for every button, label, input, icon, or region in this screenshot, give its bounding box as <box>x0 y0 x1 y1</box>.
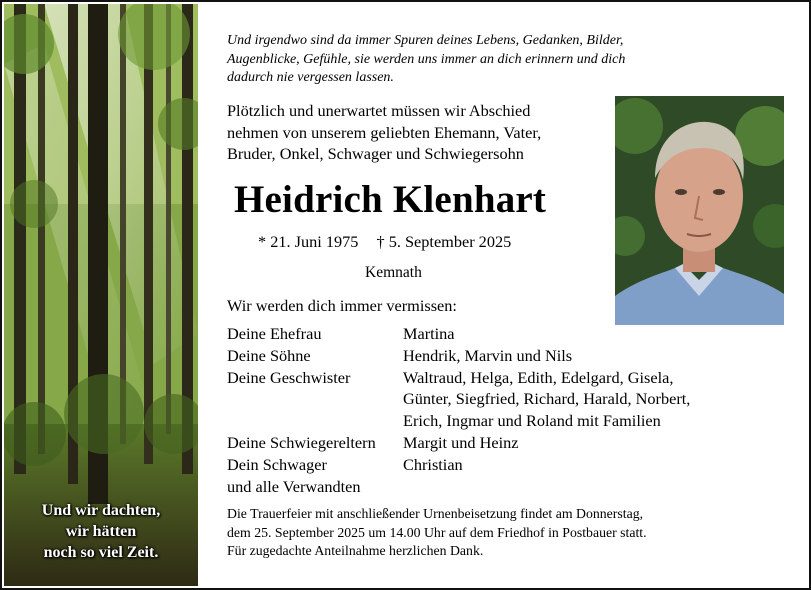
mourner-names <box>403 432 743 454</box>
intro-line: dadurch nie vergessen lassen. <box>227 70 394 85</box>
mourner-names-line: Waltraud, Helga, Edith, Edelgard, Gisela, <box>403 367 674 387</box>
funeral-info <box>227 505 787 561</box>
forest-illustration <box>4 4 198 586</box>
hometown: Kemnath <box>365 264 422 281</box>
portrait-photo <box>615 96 784 325</box>
death-date: † 5. September 2025 <box>376 232 512 251</box>
mourner-row <box>227 345 743 367</box>
mourner-names-line: Erich, Ingmar und Roland mit Familien <box>403 411 661 431</box>
mourner-row <box>227 323 743 345</box>
farewell-line: Wir werden dich immer vermissen: <box>227 296 457 315</box>
mourner-names-line: Martina <box>403 324 455 343</box>
life-dates <box>258 232 525 252</box>
mourner-relation: Deine Schwiegereltern <box>227 432 376 452</box>
portrait-illustration <box>615 96 784 325</box>
mourner-names <box>403 367 743 432</box>
mourner-row <box>227 476 743 498</box>
mourner-relation: Deine Geschwister <box>227 367 351 387</box>
intro-line: Und irgendwo sind da immer Spuren deines Lebens, Gedanken, Bilder, <box>227 33 624 48</box>
side-quote <box>4 500 198 563</box>
mourner-relation: Deine Ehefrau <box>227 324 322 343</box>
announcement-line: Bruder, Onkel, Schwager und Schwiegersohn <box>227 144 524 163</box>
mourner-row <box>227 454 743 476</box>
mourner-row <box>227 432 743 454</box>
forest-image <box>4 4 198 586</box>
mourner-names-line: Margit und Heinz <box>403 432 519 452</box>
intro-line: Augenblicke, Gefühle, sie werden uns immer an dich erinnern und dich <box>227 51 626 67</box>
funeral-line: dem 25. September 2025 um 14.00 Uhr auf dem Friedhof in Postbauer statt. <box>227 524 647 540</box>
mourner-names <box>403 454 743 476</box>
funeral-line: Für zugedachte Anteilnahme herzlichen Dank. <box>227 543 484 558</box>
side-quote-line: wir hätten <box>65 523 137 540</box>
intro-verse <box>227 32 787 88</box>
side-quote-line: noch so viel Zeit. <box>43 544 159 561</box>
deceased-name: Heidrich Klenhart <box>234 178 547 221</box>
mourner-relation: Deine Söhne <box>227 345 311 365</box>
mourner-names <box>403 323 743 345</box>
mourner-names <box>403 476 743 498</box>
birth-date: * 21. Juni 1975 <box>258 232 359 251</box>
mourner-names <box>403 345 743 367</box>
funeral-line: Die Trauerfeier mit anschließender Urnenbeisetzung findet am Donnerstag, <box>227 506 644 521</box>
mourner-relation: Dein Schwager <box>227 454 327 474</box>
announcement-text <box>227 100 607 165</box>
mourner-names-line: Christian <box>403 454 463 474</box>
announcement-line: nehmen von unserem geliebten Ehemann, Vater, <box>227 122 542 142</box>
mourners-list <box>227 323 743 497</box>
mourner-names-line: Hendrik, Marvin und Nils <box>403 345 573 365</box>
mourner-names-line: Günter, Siegfried, Richard, Harald, Norbert, <box>403 389 691 409</box>
announcement-line: Plötzlich und unerwartet müssen wir Abschied <box>227 101 531 120</box>
mourner-row <box>227 367 743 432</box>
side-quote-line: Und wir dachten, <box>41 502 161 519</box>
mourner-relation: und alle Verwandten <box>227 476 361 496</box>
